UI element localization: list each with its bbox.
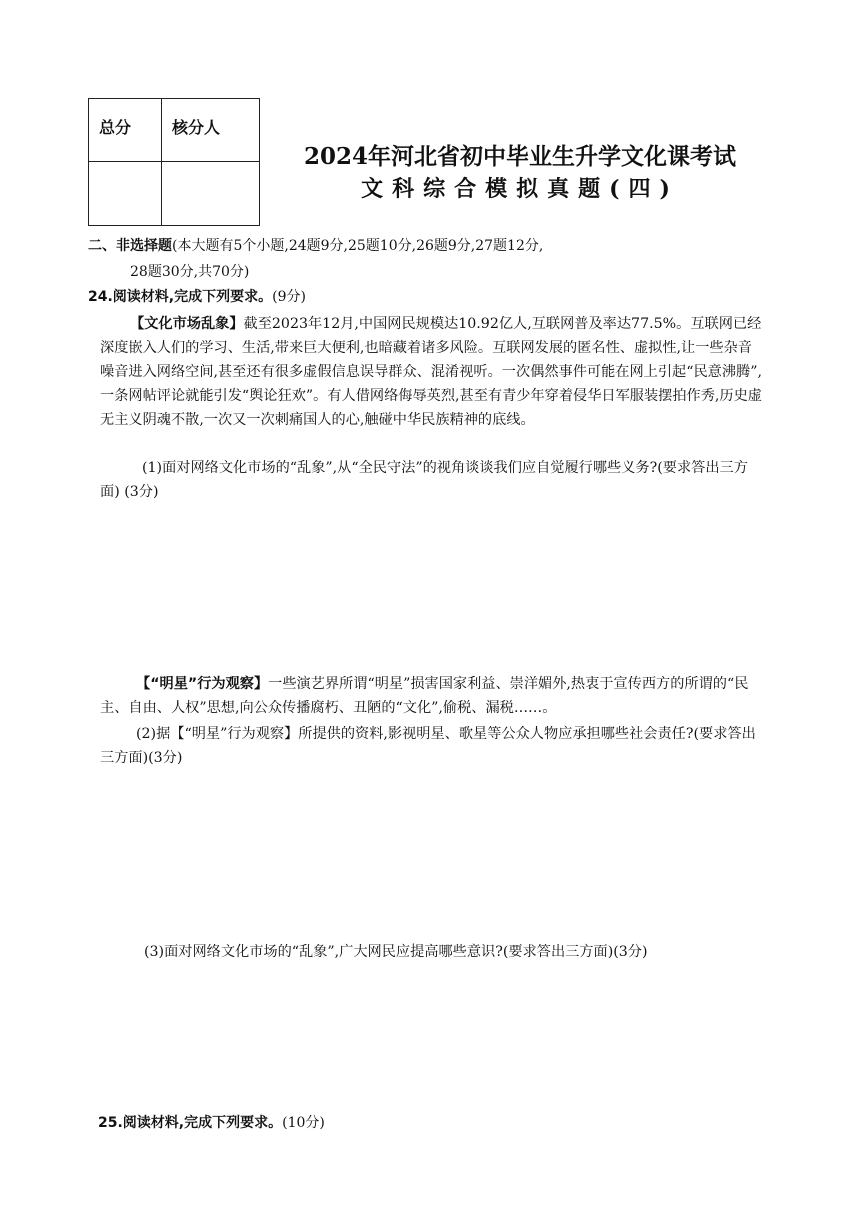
sub2-text: (2)据【“明星”行为观察】所提供的资料,影视明星、歌星等公众人物应承担哪些社会责任?(要求答出三方面)(3分) bbox=[100, 726, 756, 766]
checker-label: 核分人 bbox=[172, 118, 221, 137]
material1-tag: 【文化市场乱象】 bbox=[130, 316, 244, 332]
total-score-label: 总分 bbox=[99, 118, 132, 137]
section-intro bbox=[88, 236, 543, 256]
q24-heading: 24.阅读材料,完成下列要求。 bbox=[88, 289, 273, 305]
material1-text: 截至2023年12月,中国网民规模达10.92亿人,互联网普及率达77.5%。互联网已经深度嵌入人们的学习、生活,带来巨大便利,也暗藏着诸多风险。互联网发展的匿名性、虚拟性,让一些杂音噪音进入网络空间,甚至还有很多虚假信息误导群众、混淆视听。一次偶然事件可能在网上引起“民意沸腾”,一条网帖评论就能引发“舆论狂欢”。有人借网络侮辱英烈,甚至有青少年穿着侵华日军服装摆拍作秀,历史虚无主义阴魂不散,一次又一次刺痛国人的心,触碰中华民族精神的底线。 bbox=[100, 316, 762, 428]
q24-material1 bbox=[100, 312, 764, 432]
sub3-text: (3)面对网络文化市场的“乱象”,广大网民应提高哪些意识?(要求答出三方面)(3分) bbox=[144, 944, 648, 960]
exam-subtitle: 文科综合模拟真题(四) bbox=[361, 176, 679, 202]
q24-sub1 bbox=[100, 456, 764, 504]
q24-material2 bbox=[100, 672, 764, 720]
material2-tag: 【“明星”行为观察】 bbox=[136, 676, 269, 692]
total-score-header bbox=[89, 99, 162, 162]
checker-cell[interactable] bbox=[162, 162, 260, 226]
q24-points: (9分) bbox=[272, 289, 306, 305]
q25-heading: 25.阅读材料,完成下列要求。 bbox=[98, 1115, 283, 1131]
material2-text: 一些演艺界所谓“明星”损害国家利益、崇洋媚外,热衷于宣传西方的所谓的“民主、自由、人权”思想,向公众传播腐朽、丑陋的“文化”,偷税、漏税……。 bbox=[100, 676, 749, 716]
q24-sub2 bbox=[100, 722, 764, 770]
q24-title bbox=[88, 287, 306, 307]
score-table bbox=[88, 98, 260, 226]
q24-sub3 bbox=[100, 940, 764, 964]
section-intro-text: (本大题有5个小题,24题9分,25题10分,26题9分,27题12分, bbox=[172, 238, 544, 254]
exam-title: 2024年河北省初中毕业生升学文化课考试 bbox=[303, 143, 736, 170]
sub1-text: (1)面对网络文化市场的“乱象”,从“全民守法”的视角谈谈我们应自觉履行哪些义务?(要求答出三方面) (3分) bbox=[100, 460, 748, 500]
checker-header bbox=[162, 99, 260, 162]
section-heading: 二、非选择题 bbox=[88, 238, 172, 254]
section-intro-cont: 28题30分,共70分) bbox=[130, 264, 250, 280]
total-score-cell[interactable] bbox=[89, 162, 162, 226]
q25-points: (10分) bbox=[282, 1115, 325, 1131]
q25-title bbox=[98, 1113, 325, 1133]
